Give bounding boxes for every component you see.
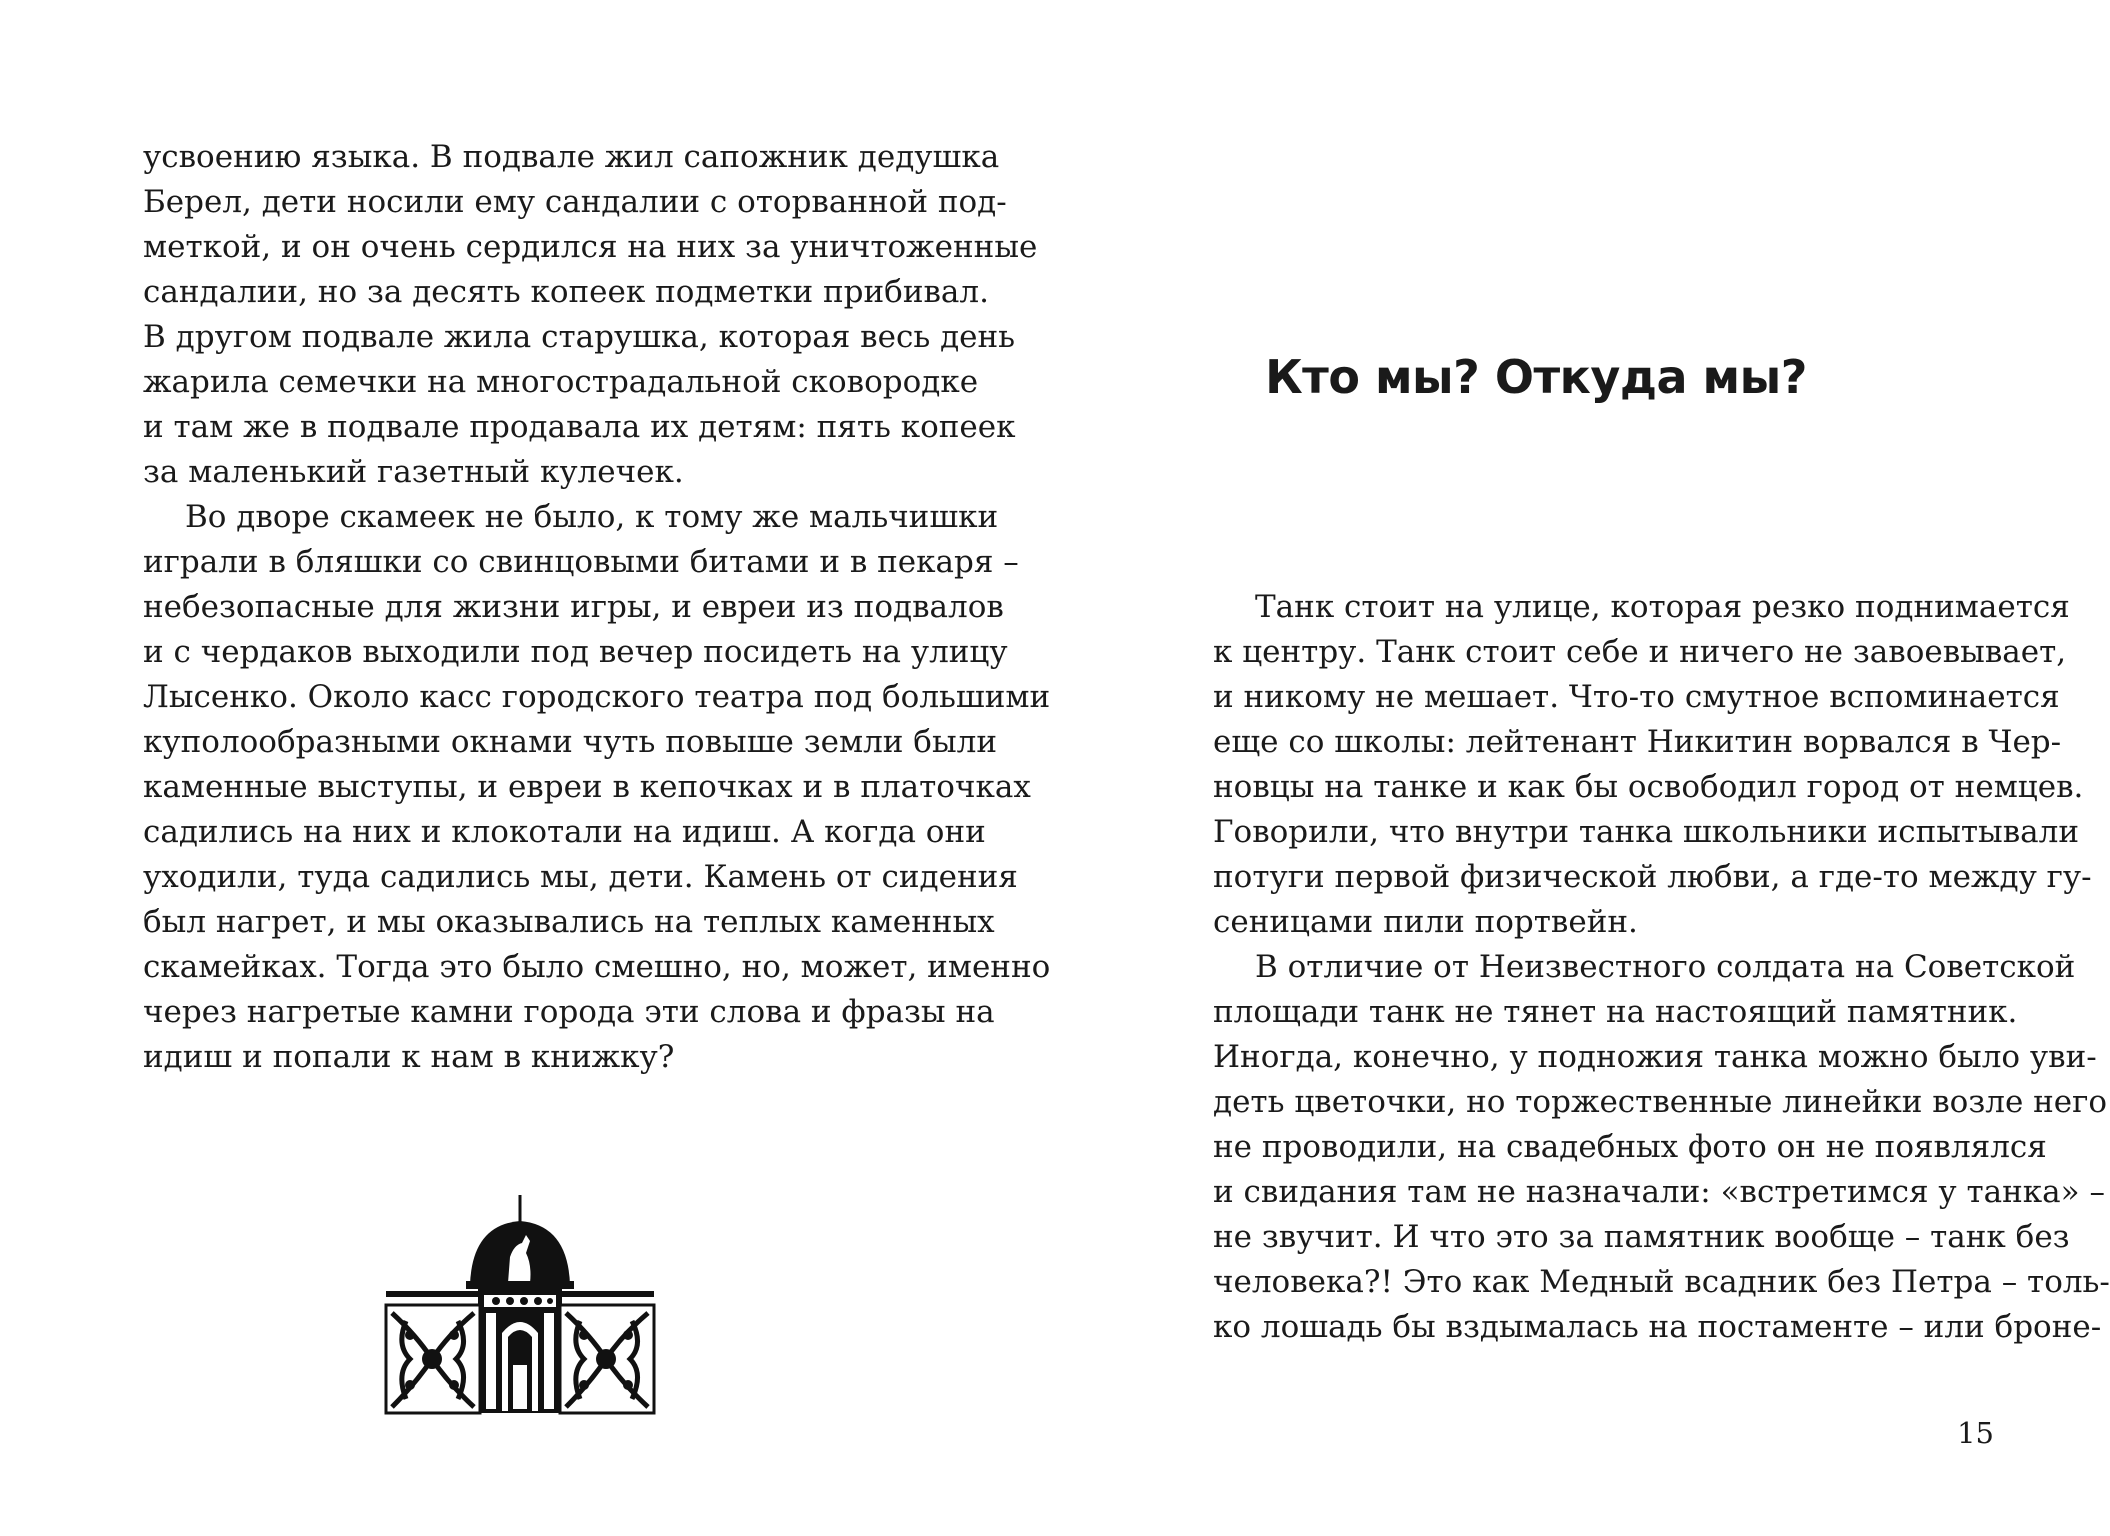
text-line: площади танк не тянет на настоящий памятник. xyxy=(1213,994,2018,1030)
right-page xyxy=(1024,0,2110,1536)
text-line: Иногда, конечно, у подножия танка можно было уви- xyxy=(1213,1039,2097,1075)
text-line: новцы на танке и как бы освободил город от немцев. xyxy=(1213,769,2084,805)
text-line: ко лошадь бы вздымалась на постаменте – или броне- xyxy=(1213,1309,2102,1345)
chapter-title: Кто мы? Откуда мы? xyxy=(1265,350,1807,404)
text-line: и никому не мешает. Что-то смутное вспоминается xyxy=(1213,679,2060,715)
text-line: еще со школы: лейтенант Никитин ворвался в Чер- xyxy=(1213,724,2062,760)
text-line: В другом подвале жила старушка, которая весь день xyxy=(143,319,1016,355)
text-line: за маленький газетный кулечек. xyxy=(143,454,684,490)
text-line: к центру. Танк стоит себе и ничего не завоевывает, xyxy=(1213,634,2067,670)
text-line: и свидания там не назначали: «встретимся у танка» – xyxy=(1213,1174,2105,1210)
text-line: усвоению языка. В подвале жил сапожник дедушка xyxy=(143,139,1000,175)
text-line: и там же в подвале продавала их детям: пять копеек xyxy=(143,409,1016,445)
text-line: жарила семечки на многострадальной сковородке xyxy=(143,364,979,400)
text-line: Танк стоит на улице, которая резко поднимается xyxy=(1255,589,2070,625)
text-line: куполообразными окнами чуть повыше земли были xyxy=(143,724,997,760)
text-line: человека?! Это как Медный всадник без Петра – толь- xyxy=(1213,1264,2110,1300)
text-line: небезопасные для жизни игры, и евреи из подвалов xyxy=(143,589,1004,625)
text-line: потуги первой физической любви, а где-то между гу- xyxy=(1213,859,2092,895)
theatre-building-ornament-icon xyxy=(386,1195,666,1415)
text-line: Говорили, что внутри танка школьники испытывали xyxy=(1213,814,2080,850)
text-line: В отличие от Неизвестного солдата на Советской xyxy=(1255,949,2076,985)
text-line: Лысенко. Около касс городского театра под большими xyxy=(143,679,1051,715)
text-line: садились на них и клокотали на идиш. А когда они xyxy=(143,814,986,850)
text-line: меткой, и он очень сердился на них за уничтоженные xyxy=(143,229,1038,265)
text-line: деть цветочки, но торжественные линейки возле него xyxy=(1213,1084,2108,1120)
text-line: через нагретые камни города эти слова и фразы на xyxy=(143,994,995,1030)
text-line: сандалии, но за десять копеек подметки прибивал. xyxy=(143,274,989,310)
text-line: не звучит. И что это за памятник вообще – танк без xyxy=(1213,1219,2070,1255)
page-number: 15 xyxy=(1957,1416,1994,1450)
text-line: Во дворе скамеек не было, к тому же мальчишки xyxy=(185,499,999,535)
text-line: сеницами пили портвейн. xyxy=(1213,904,1638,940)
text-line: был нагрет, и мы оказывались на теплых каменных xyxy=(143,904,995,940)
text-line: идиш и попали к нам в книжку? xyxy=(143,1039,675,1075)
text-line: Берел, дети носили ему сандалии с оторванной под- xyxy=(143,184,1007,220)
text-line: каменные выступы, и евреи в кепочках и в платочках xyxy=(143,769,1031,805)
text-line: и с чердаков выходили под вечер посидеть на улицу xyxy=(143,634,1008,670)
text-line: уходили, туда садились мы, дети. Камень от сидения xyxy=(143,859,1018,895)
text-line: скамейках. Тогда это было смешно, но, может, именно xyxy=(143,949,1051,985)
text-line: играли в бляшки со свинцовыми битами и в пекаря – xyxy=(143,544,1019,580)
text-line: не проводили, на свадебных фото он не появлялся xyxy=(1213,1129,2047,1165)
left-page xyxy=(0,0,1051,1536)
